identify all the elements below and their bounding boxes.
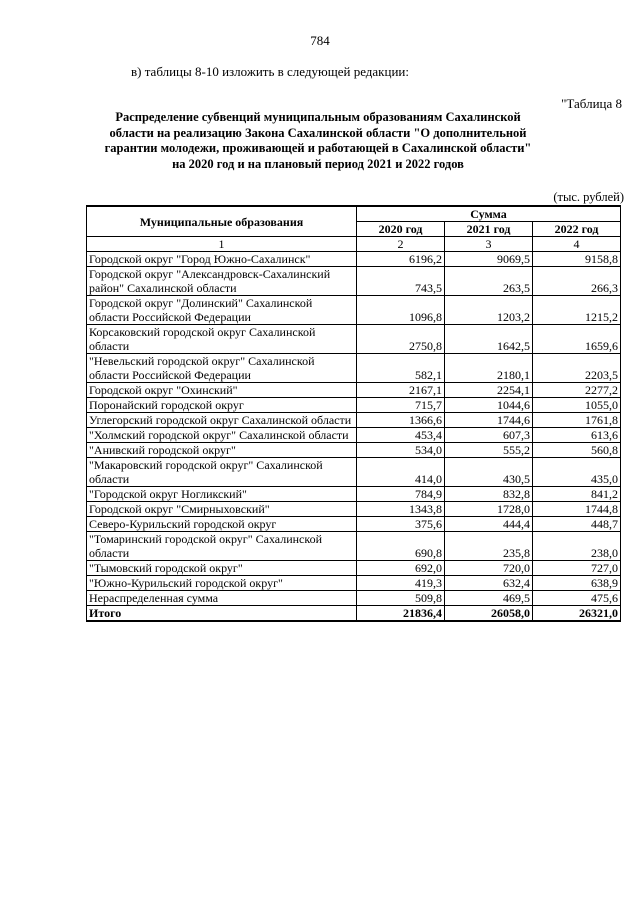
header-year-2022: 2022 год bbox=[533, 222, 621, 237]
value-2021: 1203,2 bbox=[445, 296, 533, 325]
value-2021: 720,0 bbox=[445, 561, 533, 576]
municipality-name: Углегорский городской округ Сахалинской области bbox=[87, 413, 357, 428]
value-2021: 1728,0 bbox=[445, 502, 533, 517]
table-row bbox=[87, 591, 621, 606]
subvention-table bbox=[86, 205, 621, 622]
municipality-name: "Томаринский городской округ" Сахалинской области bbox=[87, 532, 357, 561]
value-2020: 692,0 bbox=[357, 561, 445, 576]
table-row bbox=[87, 443, 621, 458]
table-row bbox=[87, 458, 621, 487]
value-2021: 1642,5 bbox=[445, 325, 533, 354]
municipality-name: Городской округ "Александровск-Сахалинский район" Сахалинской области bbox=[87, 267, 357, 296]
value-2020: 582,1 bbox=[357, 354, 445, 383]
value-2021: 263,5 bbox=[445, 267, 533, 296]
column-number: 4 bbox=[533, 237, 621, 252]
document-title: Распределение субвенций муниципальным образованиям Сахалинской области на реализацию Закона Сахалинской области "О дополнительной гарантии молодежи, проживающей и работающей в Сахалинской области" на 2020 год и на плановый период 2021 и 2022 годов bbox=[104, 110, 532, 171]
value-2022: 2203,5 bbox=[533, 354, 621, 383]
value-2020: 453,4 bbox=[357, 428, 445, 443]
table-row bbox=[87, 413, 621, 428]
value-2021: 632,4 bbox=[445, 576, 533, 591]
value-2020: 534,0 bbox=[357, 443, 445, 458]
value-2020: 1366,6 bbox=[357, 413, 445, 428]
value-2022: 475,6 bbox=[533, 591, 621, 606]
table-row bbox=[87, 517, 621, 532]
value-2020: 6196,2 bbox=[357, 252, 445, 267]
municipality-name: "Анивский городской округ" bbox=[87, 443, 357, 458]
value-2022: 1659,6 bbox=[533, 325, 621, 354]
value-2021: 444,4 bbox=[445, 517, 533, 532]
table-row bbox=[87, 398, 621, 413]
table-row bbox=[87, 252, 621, 267]
table-reference: "Таблица 8 bbox=[561, 96, 622, 111]
page-number: 784 bbox=[310, 33, 330, 48]
value-2021: 832,8 bbox=[445, 487, 533, 502]
table-row bbox=[87, 502, 621, 517]
municipality-name: Городской округ "Охинский" bbox=[87, 383, 357, 398]
value-2022: 238,0 bbox=[533, 532, 621, 561]
value-2022: 1744,8 bbox=[533, 502, 621, 517]
header-municipalities: Муниципальные образования bbox=[87, 206, 357, 237]
value-2021: 9069,5 bbox=[445, 252, 533, 267]
header-sum: Сумма bbox=[357, 206, 621, 222]
value-2020: 2167,1 bbox=[357, 383, 445, 398]
value-2021: 469,5 bbox=[445, 591, 533, 606]
header-year-2021: 2021 год bbox=[445, 222, 533, 237]
value-2022: 9158,8 bbox=[533, 252, 621, 267]
total-2020: 21836,4 bbox=[357, 606, 445, 622]
value-2020: 715,7 bbox=[357, 398, 445, 413]
value-2021: 235,8 bbox=[445, 532, 533, 561]
total-row bbox=[87, 606, 621, 622]
header-year-2020: 2020 год bbox=[357, 222, 445, 237]
value-2020: 509,8 bbox=[357, 591, 445, 606]
column-number: 1 bbox=[87, 237, 357, 252]
column-number: 2 bbox=[357, 237, 445, 252]
table-row bbox=[87, 576, 621, 591]
column-number: 3 bbox=[445, 237, 533, 252]
value-2021: 607,3 bbox=[445, 428, 533, 443]
value-2020: 1343,8 bbox=[357, 502, 445, 517]
value-2022: 448,7 bbox=[533, 517, 621, 532]
value-2020: 2750,8 bbox=[357, 325, 445, 354]
value-2022: 1761,8 bbox=[533, 413, 621, 428]
table-row bbox=[87, 561, 621, 576]
value-2021: 555,2 bbox=[445, 443, 533, 458]
value-2020: 743,5 bbox=[357, 267, 445, 296]
municipality-name: Городской округ "Долинский" Сахалинской области Российской Федерации bbox=[87, 296, 357, 325]
value-2020: 414,0 bbox=[357, 458, 445, 487]
total-2021: 26058,0 bbox=[445, 606, 533, 622]
value-2022: 841,2 bbox=[533, 487, 621, 502]
value-2022: 613,6 bbox=[533, 428, 621, 443]
municipality-name: "Невельский городской округ" Сахалинской области Российской Федерации bbox=[87, 354, 357, 383]
value-2021: 2180,1 bbox=[445, 354, 533, 383]
municipality-name: Городской округ "Смирныховский" bbox=[87, 502, 357, 517]
value-2022: 638,9 bbox=[533, 576, 621, 591]
value-2020: 1096,8 bbox=[357, 296, 445, 325]
table-row bbox=[87, 325, 621, 354]
value-2020: 690,8 bbox=[357, 532, 445, 561]
total-label: Итого bbox=[87, 606, 357, 622]
table-row bbox=[87, 296, 621, 325]
municipality-name: Северо-Курильский городской округ bbox=[87, 517, 357, 532]
value-2022: 2277,2 bbox=[533, 383, 621, 398]
value-2020: 419,3 bbox=[357, 576, 445, 591]
value-2022: 266,3 bbox=[533, 267, 621, 296]
value-2021: 1744,6 bbox=[445, 413, 533, 428]
municipality-name: "Холмский городской округ" Сахалинской области bbox=[87, 428, 357, 443]
municipality-name: Поронайский городской округ bbox=[87, 398, 357, 413]
municipality-name: Корсаковский городской округ Сахалинской области bbox=[87, 325, 357, 354]
value-2022: 727,0 bbox=[533, 561, 621, 576]
intro-text: в) таблицы 8-10 изложить в следующей редакции: bbox=[131, 64, 409, 79]
value-2020: 784,9 bbox=[357, 487, 445, 502]
table-row bbox=[87, 487, 621, 502]
municipality-name: "Тымовский городской округ" bbox=[87, 561, 357, 576]
municipality-name: Городской округ "Город Южно-Сахалинск" bbox=[87, 252, 357, 267]
value-2021: 2254,1 bbox=[445, 383, 533, 398]
units-label: (тыс. рублей) bbox=[553, 190, 624, 204]
table-row bbox=[87, 383, 621, 398]
municipality-name: "Южно-Курильский городской округ" bbox=[87, 576, 357, 591]
value-2022: 1055,0 bbox=[533, 398, 621, 413]
value-2022: 560,8 bbox=[533, 443, 621, 458]
table-row bbox=[87, 267, 621, 296]
municipality-name: "Макаровский городской округ" Сахалинской области bbox=[87, 458, 357, 487]
municipality-name: Нераспределенная сумма bbox=[87, 591, 357, 606]
table-row bbox=[87, 428, 621, 443]
total-2022: 26321,0 bbox=[533, 606, 621, 622]
table-row bbox=[87, 354, 621, 383]
value-2022: 1215,2 bbox=[533, 296, 621, 325]
municipality-name: "Городской округ Ногликский" bbox=[87, 487, 357, 502]
value-2022: 435,0 bbox=[533, 458, 621, 487]
value-2021: 430,5 bbox=[445, 458, 533, 487]
table-row bbox=[87, 532, 621, 561]
value-2021: 1044,6 bbox=[445, 398, 533, 413]
value-2020: 375,6 bbox=[357, 517, 445, 532]
